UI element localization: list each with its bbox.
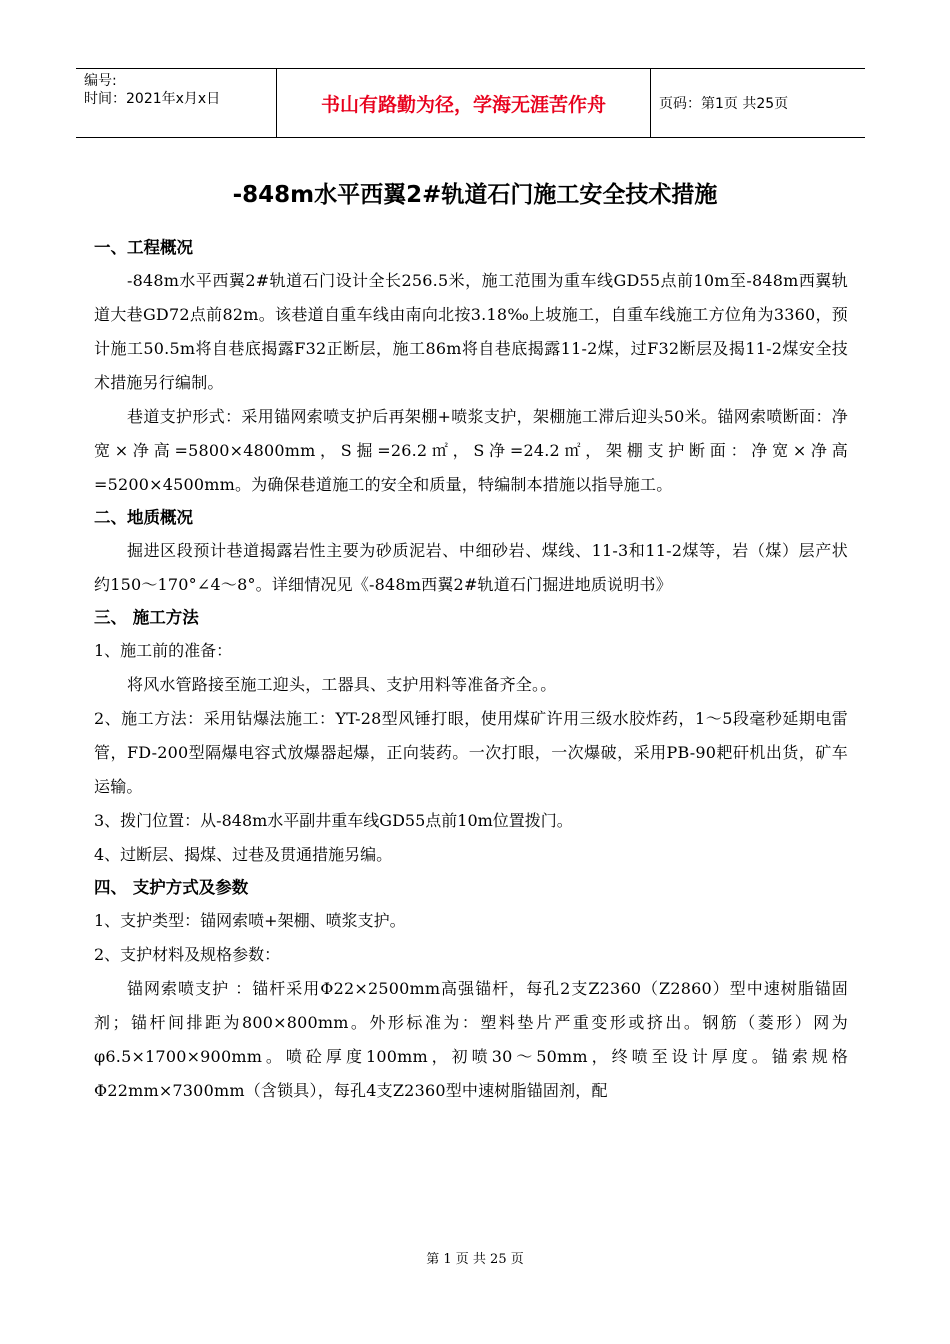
- paragraph-geology: 掘进区段预计巷道揭露岩性主要为砂质泥岩、中细砂岩、煤线、11-3和11-2煤等，岩（煤）层产状约150～170°∠4～8°。详细情况见《-848m西翼2#轨道石门掘进地质说明书》: [94, 541, 848, 594]
- document-title: -848m水平西翼2#轨道石门施工安全技术措施: [232, 182, 718, 208]
- section-heading-1: 一、工程概况: [94, 238, 193, 257]
- method-item-1: 1、施工前的准备：: [94, 641, 233, 660]
- method-item-3: 3、拨门位置：从-848m水平副井重车线GD55点前10m位置拨门。: [94, 811, 573, 830]
- document-body: [94, 232, 848, 1108]
- page-footer: 第 1 页 共 25 页: [426, 1252, 524, 1267]
- section-heading-2: 二、地质概况: [94, 508, 193, 527]
- method-item-2: 2、施工方法：采用钻爆法施工：YT-28型风锤打眼，使用煤矿许用三级水胶炸药，1～5段毫秒延期电雷管，FD-200型隔爆电容式放爆器起爆，正向装药。一次打眼，一次爆破，采用PB-90耙矸机出货，矿车运输。: [94, 709, 848, 796]
- method-item-1-text: 将风水管路接至施工迎头，工器具、支护用料等准备齐全。。: [127, 675, 557, 694]
- header-meta: [76, 69, 277, 137]
- document-number-label: 编号:: [84, 73, 117, 89]
- paragraph-support-params: 锚网索喷支护 ：锚杆采用Φ22×2500mm高强锚杆，每孔2支Z2360（Z2860）型中速树脂锚固剂；锚杆间排距为800×800mm。外形标准为：塑料垫片严重变形或挤出。钢筋（菱形）网为φ6.5×1700×900mm。喷砼厚度100mm，初喷30～50mm，终喷至设计厚度。锚索规格 Φ22mm×7300mm（含锁具），每孔4支Z2360型中速树脂锚固剂，配: [94, 979, 848, 1100]
- header-motto: 书山有路勤为径，学海无涯苦作舟: [277, 69, 651, 137]
- paragraph-overview-2: 巷道支护形式：采用锚网索喷支护后再架棚+喷浆支护，架棚施工滞后迎头50米。锚网索喷断面：净宽×净高=5800×4800mm，S掘=26.2㎡，S净=24.2㎡，架棚支护断面：净宽×净高=5200×4500mm。为确保巷道施工的安全和质量，特编制本措施以指导施工。: [94, 407, 848, 494]
- method-item-4: 4、过断层、揭煤、过巷及贯通措施另编。: [94, 845, 393, 864]
- document-header: [76, 68, 865, 138]
- support-item-2: 2、支护材料及规格参数：: [94, 945, 281, 964]
- paragraph-overview-1: -848m水平西翼2#轨道石门设计全长256.5米，施工范围为重车线GD55点前10m至-848m西翼轨道大巷GD72点前82m。该巷道自重车线由南向北按3.18‰上坡施工，自重车线施工方位角为3360，预计施工50.5m将自巷底揭露F32正断层，施工86m将自巷底揭露11-2煤，过F32断层及揭11-2煤安全技术措施另行编制。: [94, 271, 848, 392]
- support-item-1: 1、支护类型：锚网索喷+架棚、喷浆支护。: [94, 911, 406, 930]
- header-page-label: 页码：第1页 共25页: [659, 96, 789, 112]
- section-heading-4: 四、 支护方式及参数: [94, 878, 249, 897]
- document-time-label: 时间：2021年x月x日: [84, 91, 221, 107]
- section-heading-3: 三、 施工方法: [94, 608, 199, 627]
